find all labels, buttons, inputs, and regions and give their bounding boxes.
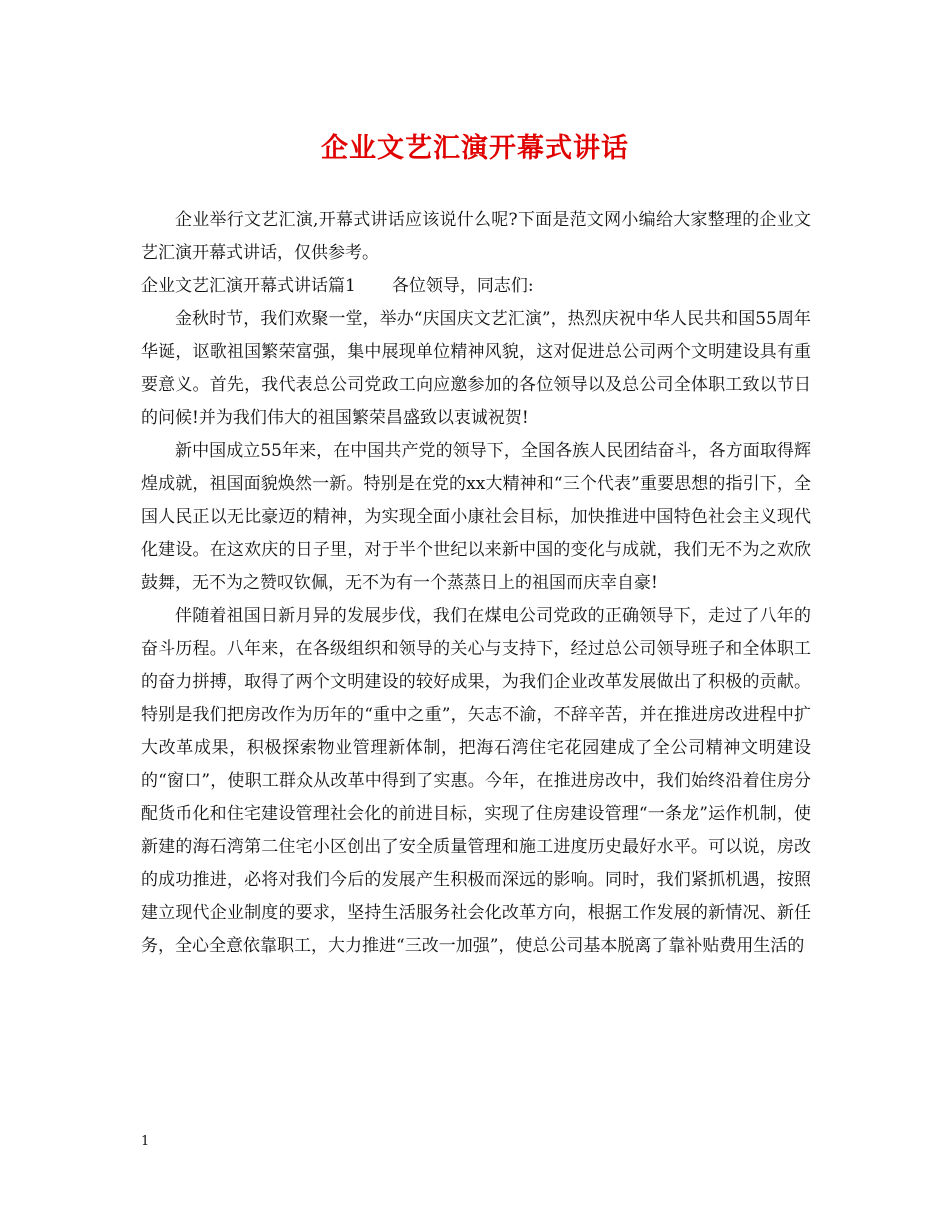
document-title: 企业文艺汇演开幕式讲话 bbox=[321, 133, 629, 164]
salutation: 各位领导，同志们: bbox=[391, 276, 534, 296]
body-paragraph: 金秋时节，我们欢聚一堂，举办“庆国庆文艺汇演”，热烈庆祝中华人民共和国55周年华诞，讴歌祖国繁荣富强，集中展现单位精神风貌，这对促进总公司两个文明建设具有重要意义。首先，我代表总公司党政工向应邀参加的各位领导以及总公司全体职工致以节日的问候!并为我们伟大的祖国繁荣昌盛致以衷诚祝贺! bbox=[141, 309, 811, 428]
document-body bbox=[141, 204, 811, 963]
section-heading: 企业文艺汇演开幕式讲话篇1 bbox=[141, 276, 356, 296]
section-heading-line bbox=[141, 270, 811, 303]
body-paragraph: 伴随着祖国日新月异的发展步伐，我们在煤电公司党政的正确领导下，走过了八年的奋斗历程。八年来，在各级组织和领导的关心与支持下，经过总公司领导班子和全体职工的奋力拼搏，取得了两个文明建设的较好成果，为我们企业改革发展做出了积极的贡献。特别是我们把房改作为历年的“重中之重”，矢志不渝，不辞辛苦，并在推进房改进程中扩大改革成果，积极探索物业管理新体制，把海石湾住宅花园建成了全公司精神文明建设的“窗口”，使职工群众从改革中得到了实惠。今年，在推进房改中，我们始终沿着住房分配货币化和住宅建设管理社会化的前进目标，实现了住房建设管理“一条龙”运作机制，使新建的海石湾第二住宅小区创出了安全质量管理和施工进度历史最好水平。可以说，房改的成功推进，必将对我们今后的发展产生积极而深远的影响。同时，我们紧抓机遇，按照建立现代企业制度的要求，坚持生活服务社会化改革方向，根据工作发展的新情况、新任务，全心全意依靠职工，大力推进“三改一加强”，使总公司基本脱离了靠补贴费用生活的 bbox=[141, 606, 811, 956]
body-paragraph: 新中国成立55年来，在中国共产党的领导下，全国各族人民团结奋斗，各方面取得辉煌成就，祖国面貌焕然一新。特别是在党的xx大精神和“三个代表”重要思想的指引下，全国人民正以无比豪迈的精神，为实现全面小康社会目标，加快推进中国特色社会主义现代化建设。在这欢庆的日子里，对于半个世纪以来新中国的变化与成就，我们无不为之欢欣鼓舞，无不为之赞叹钦佩，无不为有一个蒸蒸日上的祖国而庆幸自豪! bbox=[141, 441, 811, 593]
intro-paragraph: 企业举行文艺汇演,开幕式讲话应该说什么呢?下面是范文网小编给大家整理的企业文艺汇演开幕式讲话，仅供参考。 bbox=[141, 210, 811, 263]
page-number: 1 bbox=[141, 1134, 150, 1149]
